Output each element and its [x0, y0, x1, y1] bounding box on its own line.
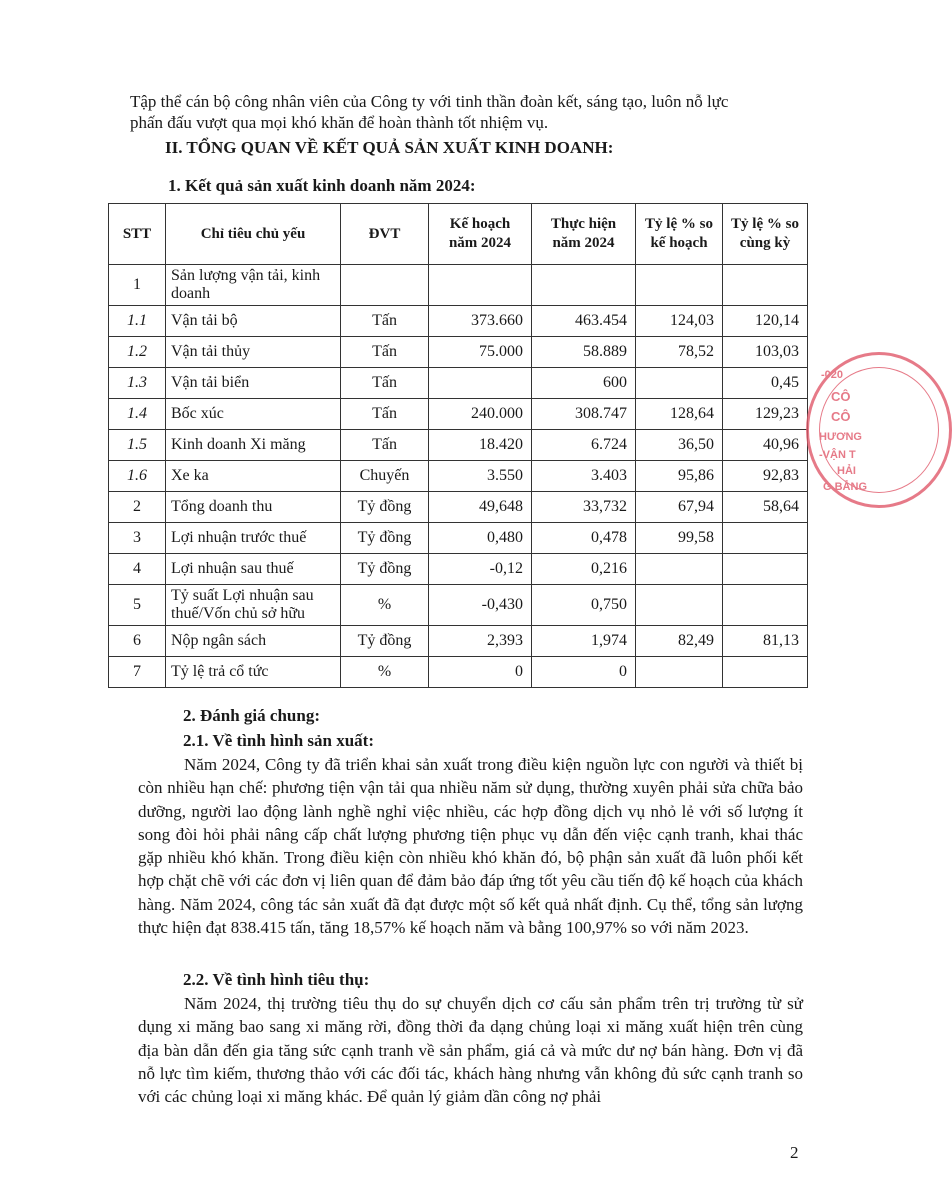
value-cell: 6.724	[532, 430, 636, 461]
row-index-cell: 1.1	[109, 306, 166, 337]
table-row	[109, 399, 808, 430]
unit-cell: Tấn	[341, 399, 429, 430]
value-cell: 40,96	[723, 430, 808, 461]
unit-cell: Tấn	[341, 306, 429, 337]
value-cell	[636, 657, 723, 688]
value-cell	[636, 585, 723, 626]
value-cell: 2,393	[429, 626, 532, 657]
value-cell: 124,03	[636, 306, 723, 337]
value-cell: 67,94	[636, 492, 723, 523]
value-cell	[636, 265, 723, 306]
col-header: ĐVT	[341, 204, 429, 265]
indicator-cell: Xe ka	[166, 461, 341, 492]
value-cell	[429, 368, 532, 399]
value-cell	[723, 585, 808, 626]
indicator-cell: Sản lượng vận tải, kinh doanh	[166, 265, 341, 306]
value-cell: 129,23	[723, 399, 808, 430]
table-row	[109, 265, 808, 306]
table-row	[109, 430, 808, 461]
row-index-cell: 2	[109, 492, 166, 523]
table-row	[109, 368, 808, 399]
value-cell	[636, 554, 723, 585]
col-header: STT	[109, 204, 166, 265]
row-index-cell: 1.6	[109, 461, 166, 492]
value-cell: 36,50	[636, 430, 723, 461]
value-cell: 81,13	[723, 626, 808, 657]
value-cell: 92,83	[723, 461, 808, 492]
value-cell	[429, 265, 532, 306]
value-cell: 0,216	[532, 554, 636, 585]
unit-cell: Tỷ đồng	[341, 492, 429, 523]
indicator-cell: Kinh doanh Xi măng	[166, 430, 341, 461]
row-index-cell: 1.5	[109, 430, 166, 461]
subsection-1-title: 1. Kết quả sản xuất kinh doanh năm 2024:	[168, 176, 476, 195]
seal-text: -VẬN T	[819, 449, 856, 461]
table-row	[109, 585, 808, 626]
company-seal-stamp	[806, 352, 952, 508]
indicator-cell: Tỷ suất Lợi nhuận sau thuế/Vốn chủ sở hữu	[166, 585, 341, 626]
value-cell: 0,480	[429, 523, 532, 554]
value-cell: 1,974	[532, 626, 636, 657]
value-cell	[532, 265, 636, 306]
value-cell: 78,52	[636, 337, 723, 368]
value-cell: 0,750	[532, 585, 636, 626]
table-row	[109, 554, 808, 585]
seal-text: G BẢNG	[823, 481, 867, 493]
value-cell: 49,648	[429, 492, 532, 523]
unit-cell: %	[341, 657, 429, 688]
value-cell: 0	[532, 657, 636, 688]
value-cell: 0	[429, 657, 532, 688]
value-cell: 240.000	[429, 399, 532, 430]
subsection-2-2-title: 2.2. Về tình hình tiêu thụ:	[183, 970, 370, 989]
value-cell: 99,58	[636, 523, 723, 554]
section-2-title: II. TỔNG QUAN VỀ KẾT QUẢ SẢN XUẤT KINH DOANH:	[165, 138, 614, 157]
intro-line-1: Tập thể cán bộ công nhân viên của Công ty với tinh thần đoàn kết, sáng tạo, luôn nỗ lực	[130, 92, 729, 111]
section-eval-title: 2. Đánh giá chung:	[183, 706, 320, 725]
paragraph-production	[138, 753, 803, 939]
value-cell: 0,478	[532, 523, 636, 554]
value-cell: 3.403	[532, 461, 636, 492]
seal-text: HƯƠNG	[819, 431, 862, 443]
value-cell	[723, 554, 808, 585]
table-row	[109, 657, 808, 688]
row-index-cell: 3	[109, 523, 166, 554]
unit-cell: Tấn	[341, 430, 429, 461]
seal-text: -020	[821, 369, 844, 381]
row-index-cell: 1	[109, 265, 166, 306]
page-number: 2	[790, 1143, 799, 1162]
value-cell: 308.747	[532, 399, 636, 430]
table-row	[109, 492, 808, 523]
subsection-2-1-title: 2.1. Về tình hình sản xuất:	[183, 731, 374, 750]
row-index-cell: 4	[109, 554, 166, 585]
table-row	[109, 461, 808, 492]
indicator-cell: Nộp ngân sách	[166, 626, 341, 657]
table-header-row	[109, 204, 808, 265]
value-cell: 82,49	[636, 626, 723, 657]
unit-cell: Tỷ đồng	[341, 523, 429, 554]
unit-cell: Chuyến	[341, 461, 429, 492]
intro-line-2: phấn đấu vượt qua mọi khó khăn để hoàn thành tốt nhiệm vụ.	[130, 113, 549, 132]
table-row	[109, 337, 808, 368]
indicator-cell: Vận tải thủy	[166, 337, 341, 368]
value-cell: 3.550	[429, 461, 532, 492]
row-index-cell: 7	[109, 657, 166, 688]
indicator-cell: Tỷ lệ trả cổ tức	[166, 657, 341, 688]
table-row	[109, 626, 808, 657]
value-cell	[723, 265, 808, 306]
indicator-cell: Bốc xúc	[166, 399, 341, 430]
row-index-cell: 6	[109, 626, 166, 657]
value-cell: 600	[532, 368, 636, 399]
row-index-cell: 1.2	[109, 337, 166, 368]
row-index-cell: 5	[109, 585, 166, 626]
unit-cell	[341, 265, 429, 306]
row-index-cell: 1.4	[109, 399, 166, 430]
col-header: Chỉ tiêu chủ yếu	[166, 204, 341, 265]
value-cell	[636, 368, 723, 399]
value-cell: 120,14	[723, 306, 808, 337]
indicator-cell: Lợi nhuận trước thuế	[166, 523, 341, 554]
col-header: Kế hoạch năm 2024	[429, 204, 532, 265]
value-cell: 58,64	[723, 492, 808, 523]
seal-text: CÔ	[831, 389, 851, 404]
value-cell: -0,12	[429, 554, 532, 585]
table-row	[109, 523, 808, 554]
value-cell: 128,64	[636, 399, 723, 430]
value-cell: -0,430	[429, 585, 532, 626]
value-cell: 33,732	[532, 492, 636, 523]
value-cell: 95,86	[636, 461, 723, 492]
paragraph-consumption-text: Năm 2024, thị trường tiêu thụ do sự chuyển dịch cơ cấu sản phẩm trên trị trường từ sử dụng xi măng bao sang xi măng rời, đồng thời đa dạng chủng loại xi măng xuất hiện trên cùng địa bàn dẫn đến gia tăng sức cạnh tranh về sản phẩm, giá cả và mức dư nợ bán hàng. Đơn vị đã nỗ lực tìm kiếm, thương thảo với các đối tác, khách hàng nhưng vẫn không đủ sức cạnh tranh so với các chủng loại xi măng khác. Để quản lý giảm dần công nợ phải	[138, 994, 803, 1107]
seal-text: CÔ	[831, 409, 851, 424]
value-cell: 18.420	[429, 430, 532, 461]
value-cell	[723, 523, 808, 554]
col-header: Thực hiện năm 2024	[532, 204, 636, 265]
unit-cell: Tỷ đồng	[341, 626, 429, 657]
value-cell: 463.454	[532, 306, 636, 337]
col-header: Tỷ lệ % so cùng kỳ	[723, 204, 808, 265]
table-row	[109, 306, 808, 337]
value-cell: 75.000	[429, 337, 532, 368]
col-header: Tỷ lệ % so kế hoạch	[636, 204, 723, 265]
indicator-cell: Vận tải biển	[166, 368, 341, 399]
value-cell	[723, 657, 808, 688]
value-cell: 103,03	[723, 337, 808, 368]
seal-text: HẢI	[837, 465, 856, 477]
unit-cell: %	[341, 585, 429, 626]
paragraph-consumption	[138, 992, 803, 1108]
paragraph-production-text: Năm 2024, Công ty đã triển khai sản xuất trong điều kiện nguồn lực con người và thiết bị còn nhiều hạn chế: phương tiện vận tải qua nhiều năm sử dụng, thường xuyên phải sửa chữa bảo dưỡng, người lao động lành nghề nghỉ việc nhiều, các hợp đồng dịch vụ nhỏ lẻ với số lượng ít song đòi hỏi phải nâng cấp chất lượng phương tiện phục vụ dẫn đến việc cạnh tranh, khai thác gặp nhiều khó khăn. Trong điều kiện còn nhiều khó khăn đó, bộ phận sản xuất đã luôn phối kết hợp chặt chẽ với các đơn vị liên quan để đảm bảo đáp ứng tốt yêu cầu tiến độ kế hoạch của khách hàng. Năm 2024, công tác sản xuất đã đạt được một số kết quả nhất định. Cụ thể, tổng sản lượng thực hiện đạt 838.415 tấn, tăng 18,57% kế hoạch năm và bằng 100,97% so với năm 2023.	[138, 755, 803, 938]
unit-cell: Tấn	[341, 337, 429, 368]
unit-cell: Tỷ đồng	[341, 554, 429, 585]
unit-cell: Tấn	[341, 368, 429, 399]
results-table	[108, 203, 808, 688]
value-cell: 0,45	[723, 368, 808, 399]
value-cell: 58.889	[532, 337, 636, 368]
indicator-cell: Tổng doanh thu	[166, 492, 341, 523]
value-cell: 373.660	[429, 306, 532, 337]
indicator-cell: Lợi nhuận sau thuế	[166, 554, 341, 585]
indicator-cell: Vận tải bộ	[166, 306, 341, 337]
row-index-cell: 1.3	[109, 368, 166, 399]
